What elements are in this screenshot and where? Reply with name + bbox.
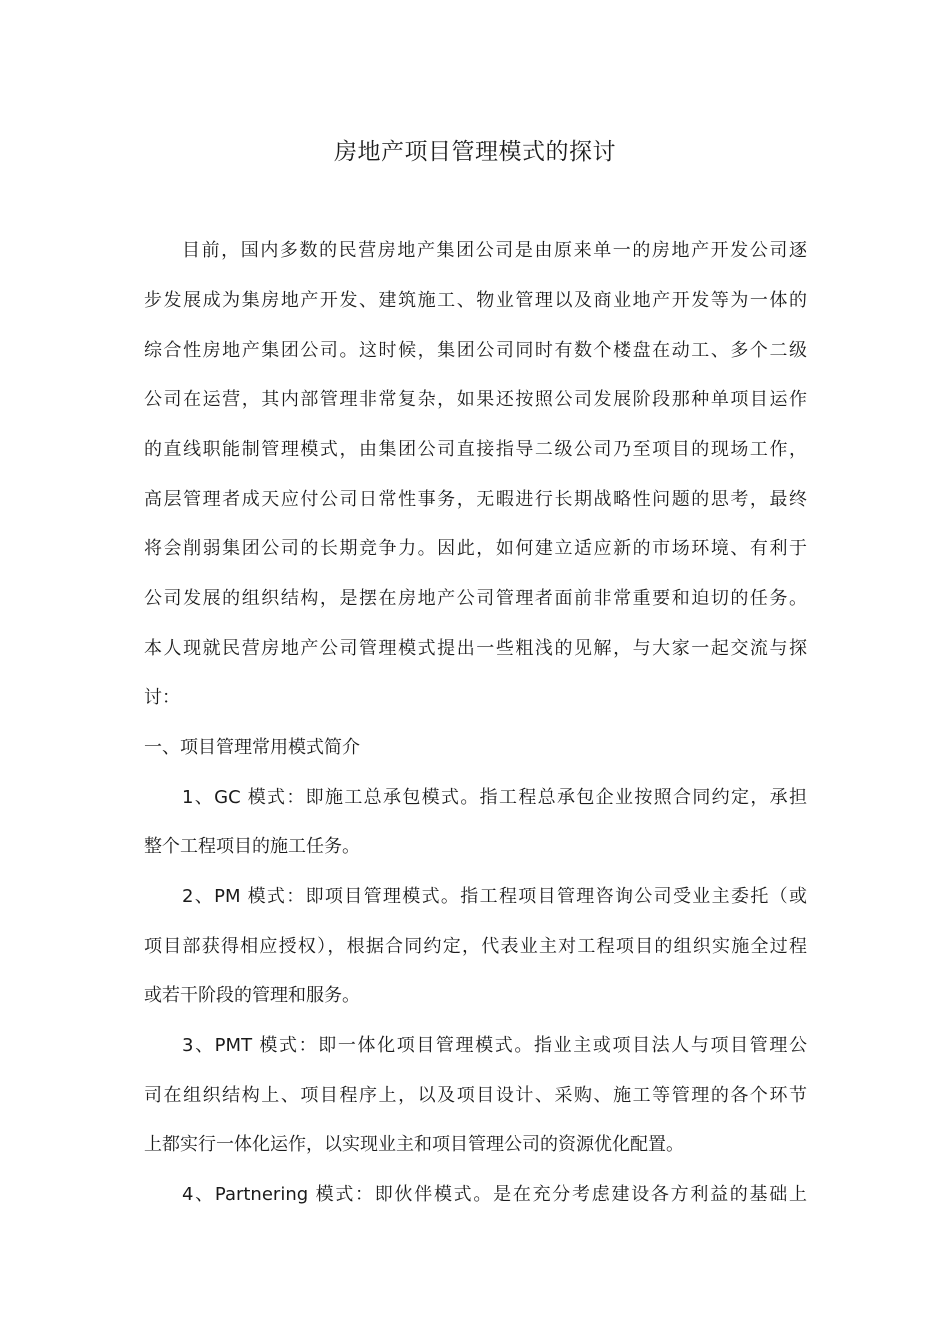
- list-item-line: 或若干阶段的管理和服务。: [144, 985, 360, 1006]
- list-item-line: 整个工程项目的施工任务。: [144, 836, 360, 857]
- document-title: 房地产项目管理模式的探讨: [334, 139, 616, 165]
- list-item-line: 3、PMT 模式：即一体化项目管理模式。指业主或项目法人与项目管理公: [182, 1035, 807, 1056]
- paragraph-line: 高层管理者成天应付公司日常性事务，无暇进行长期战略性问题的思考，最终: [144, 489, 807, 510]
- paragraph-line: 步发展成为集房地产开发、建筑施工、物业管理以及商业地产开发等为一体的: [144, 290, 807, 311]
- list-item-line: 1、GC 模式：即施工总承包模式。指工程总承包企业按照合同约定，承担: [182, 787, 807, 808]
- paragraph-line: 公司发展的组织结构，是摆在房地产公司管理者面前非常重要和迫切的任务。: [144, 588, 807, 609]
- paragraph-line: 公司在运营，其内部管理非常复杂，如果还按照公司发展阶段那种单项目运作: [144, 389, 807, 410]
- paragraph-line: 将会削弱集团公司的长期竞争力。因此，如何建立适应新的市场环境、有利于: [144, 538, 807, 559]
- paragraph-line: 综合性房地产集团公司。这时候，集团公司同时有数个楼盘在动工、多个二级: [144, 340, 807, 361]
- paragraph-line: 本人现就民营房地产公司管理模式提出一些粗浅的见解，与大家一起交流与探: [144, 638, 807, 659]
- list-item-line: 4、Partnering 模式：即伙伴模式。是在充分考虑建设各方利益的基础上: [182, 1184, 807, 1205]
- paragraph-line: 讨：: [144, 687, 180, 708]
- section-heading: 一、项目管理常用模式简介: [144, 737, 360, 758]
- list-item-line: 项目部获得相应授权），根据合同约定，代表业主对工程项目的组织实施全过程: [144, 936, 807, 957]
- list-item-line: 司在组织结构上、项目程序上，以及项目设计、采购、施工等管理的各个环节: [144, 1085, 807, 1106]
- paragraph-line: 目前，国内多数的民营房地产集团公司是由原来单一的房地产开发公司逐: [182, 240, 807, 261]
- paragraph-line: 的直线职能制管理模式，由集团公司直接指导二级公司乃至项目的现场工作，: [144, 439, 807, 460]
- list-item-line: 上都实行一体化运作，以实现业主和项目管理公司的资源优化配置。: [144, 1134, 684, 1155]
- list-item-line: 2、PM 模式：即项目管理模式。指工程项目管理咨询公司受业主委托（或: [182, 886, 807, 907]
